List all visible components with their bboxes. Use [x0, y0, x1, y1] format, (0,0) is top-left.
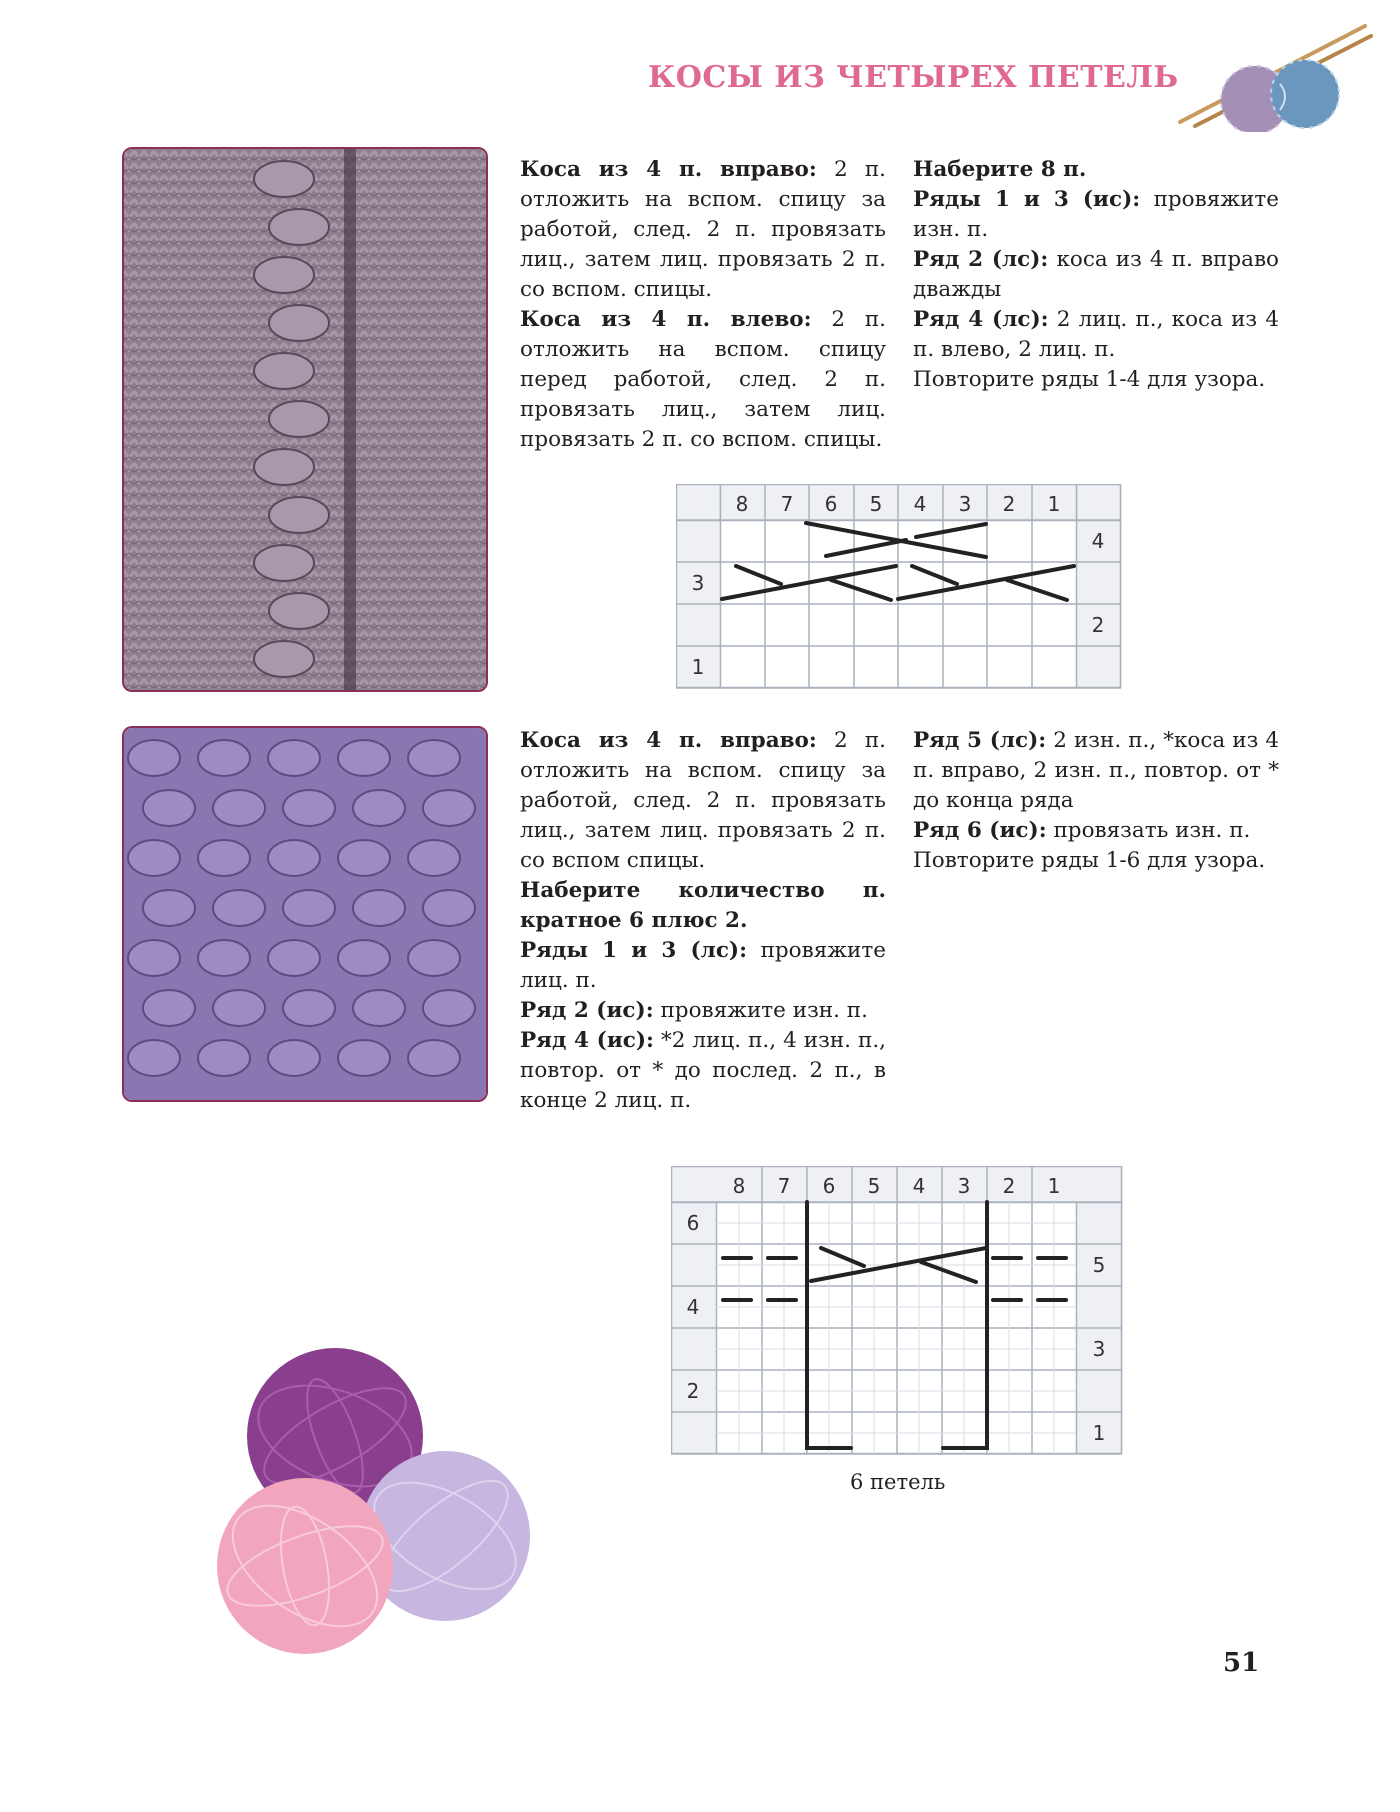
column-number: 5 — [869, 492, 883, 516]
row-number: 4 — [1091, 529, 1105, 553]
column-number: 3 — [958, 492, 972, 516]
paragraph: Ряд 2 (ис): провяжите изн. п. — [520, 998, 868, 1023]
knitting-chart-2 — [671, 1166, 1127, 1460]
row-number: 3 — [691, 571, 705, 595]
paragraph: Ряды 1 и 3 (ис): провяжите изн. п. — [913, 187, 1280, 242]
paragraph: Ряд 4 (лс): 2 лиц. п., коса из 4 п. влево, 2 лиц. п. — [913, 307, 1280, 362]
row-number: 6 — [686, 1211, 700, 1235]
row-number: 2 — [1091, 613, 1105, 637]
column-number: 1 — [1047, 1174, 1061, 1198]
cable-swatch-photo-2 — [122, 726, 488, 1102]
column-number: 6 — [822, 1174, 836, 1198]
column-number: 3 — [957, 1174, 971, 1198]
column-number: 6 — [824, 492, 838, 516]
row-number: 3 — [1092, 1337, 1106, 1361]
paragraph: Наберите 8 п. — [913, 157, 1087, 182]
paragraph: Коса из 4 п. влево: 2 п. отложить на вспом. спицу перед работой, след. 2 п. провязать лиц., затем лиц. провязать 2 п. со вспом. спицы. — [520, 307, 887, 452]
paragraph: Коса из 4 п. вправо: 2 п. отложить на вспом. спицу за работой, след. 2 п. провязать лиц., затем лиц. провязать 2 п. со вспом спицы. — [520, 728, 886, 873]
knitting-chart-1 — [676, 484, 1132, 694]
column-number: 5 — [867, 1174, 881, 1198]
paragraph: Ряд 4 (ис): *2 лиц. п., 4 изн. п., повтор. от * до послед. 2 п., в конце 2 лиц. п. — [520, 1028, 886, 1113]
text-column-2-left — [520, 726, 886, 1116]
column-number: 8 — [735, 492, 749, 516]
row-number: 5 — [1092, 1253, 1106, 1277]
row-number: 1 — [691, 655, 705, 679]
cable-swatch-photo-1 — [122, 147, 488, 692]
column-number: 4 — [912, 1174, 926, 1198]
column-number: 2 — [1002, 1174, 1016, 1198]
chart-caption: 6 петель — [850, 1470, 946, 1494]
column-number: 7 — [780, 492, 794, 516]
column-number: 1 — [1047, 492, 1061, 516]
paragraph: Повторите ряды 1-6 для узора. — [913, 848, 1266, 873]
page-number: 51 — [1223, 1648, 1260, 1678]
row-number: 4 — [686, 1295, 700, 1319]
paragraph: Ряд 2 (лс): коса из 4 п. вправо дважды — [913, 247, 1280, 302]
row-number: 2 — [686, 1379, 700, 1403]
column-number: 7 — [777, 1174, 791, 1198]
column-number: 4 — [913, 492, 927, 516]
text-column-2-right — [913, 726, 1279, 876]
paragraph: Ряд 6 (ис): провязать изн. п. — [913, 818, 1251, 843]
paragraph: Ряд 5 (лс): 2 изн. п., *коса из 4 п. вправо, 2 изн. п., повтор. от * до конца ряда — [913, 728, 1279, 813]
column-number: 2 — [1002, 492, 1016, 516]
column-number: 8 — [732, 1174, 746, 1198]
text-column-1-left — [520, 155, 886, 455]
row-number: 1 — [1092, 1421, 1106, 1445]
paragraph: Коса из 4 п. вправо: 2 п. отложить на вспом. спицу за работой, след. 2 п. провязать лиц., затем лиц. провязать 2 п. со вспом. спицы. — [520, 157, 886, 302]
yarn-needles-icon — [1175, 22, 1375, 132]
page-title: КОСЫ ИЗ ЧЕТЫРЕХ ПЕТЕЛЬ — [648, 60, 1179, 95]
paragraph: Наберите количество п. кратное 6 плюс 2. — [520, 878, 886, 933]
paragraph: Повторите ряды 1-4 для узора. — [913, 367, 1266, 392]
yarn-balls-icon — [205, 1336, 555, 1656]
text-column-1-right — [913, 155, 1279, 395]
paragraph: Ряды 1 и 3 (лс): провяжите лиц. п. — [520, 938, 887, 993]
